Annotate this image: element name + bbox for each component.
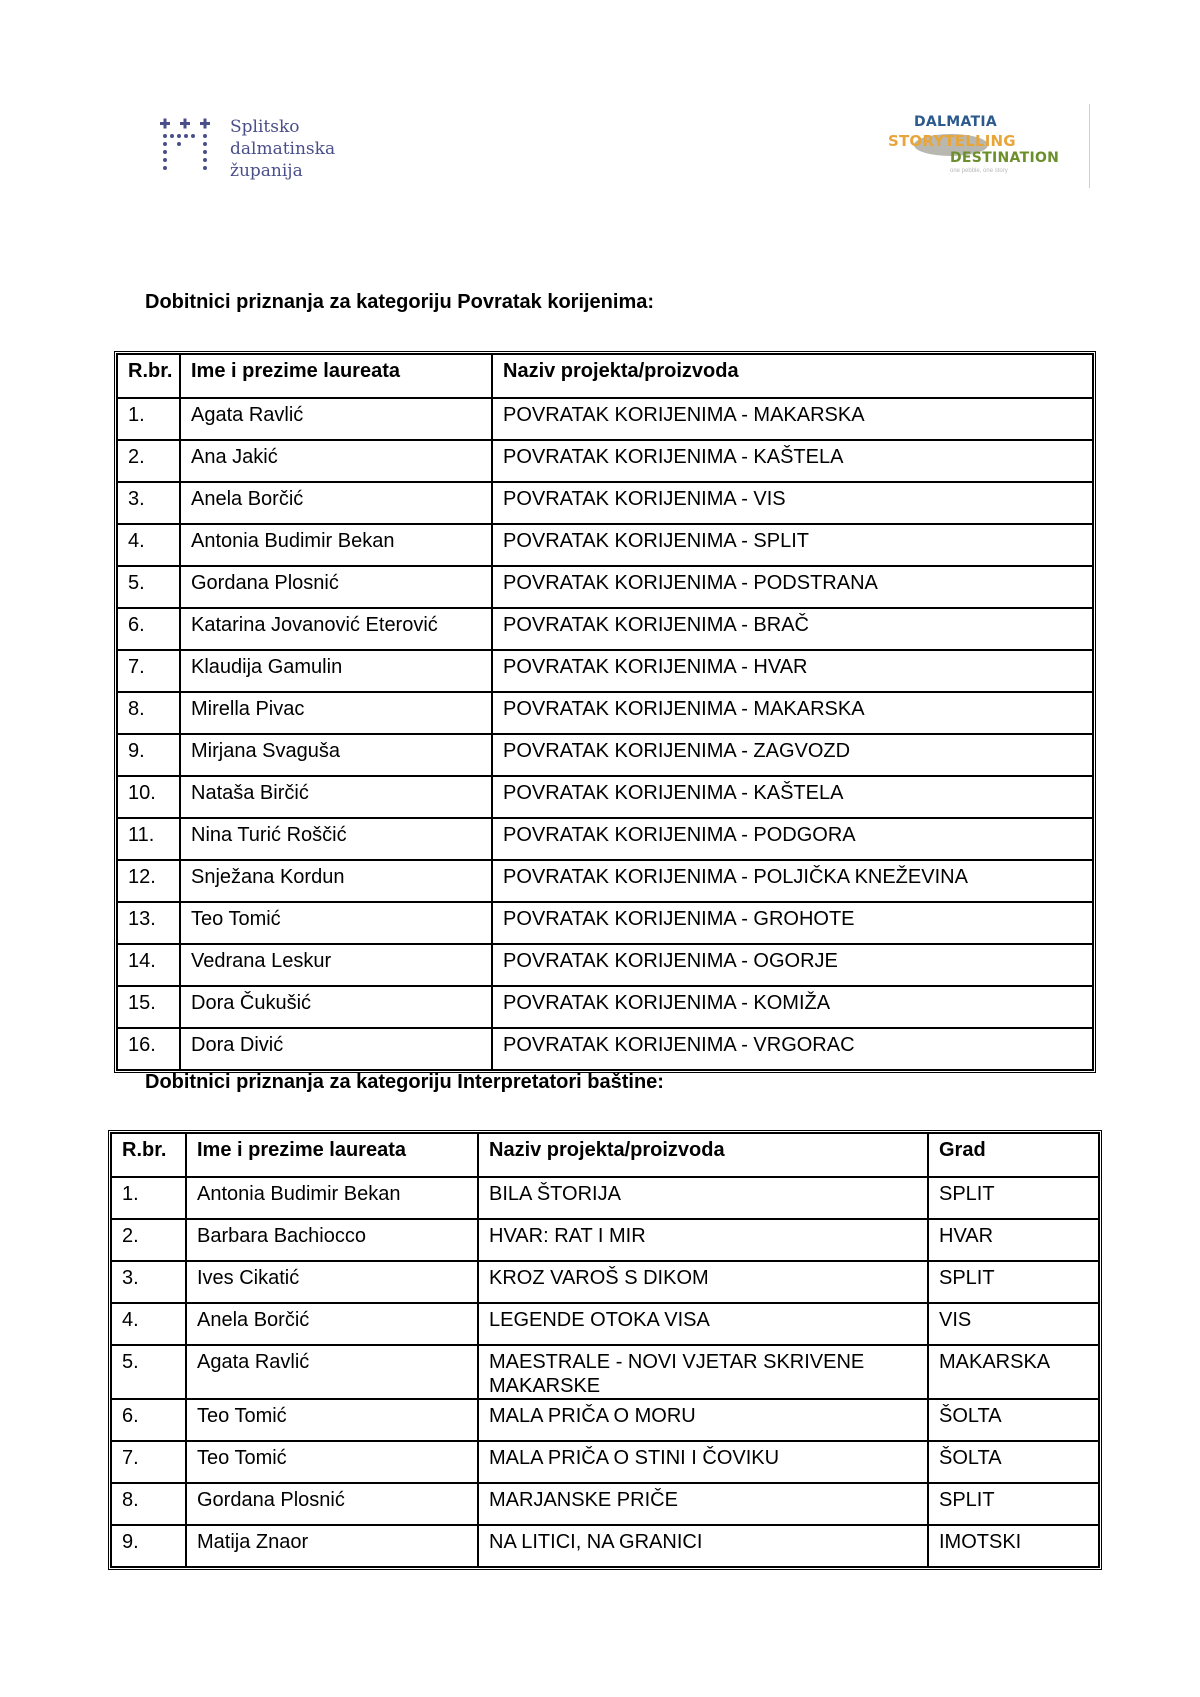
table-cell: 7. <box>111 1441 186 1483</box>
table-cell: 14. <box>117 944 180 986</box>
table-cell: Dora Čukušić <box>180 986 492 1028</box>
table-row <box>117 608 1093 650</box>
table-cell: Anela Borčić <box>186 1303 478 1345</box>
table-cell: POVRATAK KORIJENIMA - KAŠTELA <box>492 440 1093 482</box>
table-cell: Vedrana Leskur <box>180 944 492 986</box>
table-cell: POVRATAK KORIJENIMA - ZAGVOZD <box>492 734 1093 776</box>
table-cell: 15. <box>117 986 180 1028</box>
table-row <box>117 986 1093 1028</box>
table-cell: MAESTRALE - NOVI VJETAR SKRIVENE MAKARSKE <box>478 1345 928 1399</box>
county-logo <box>158 116 358 184</box>
table-cell: SPLIT <box>928 1261 1099 1303</box>
table-row <box>111 1303 1099 1345</box>
table-cell: 4. <box>111 1303 186 1345</box>
table-cell: HVAR: RAT I MIR <box>478 1219 928 1261</box>
table-cell: 8. <box>111 1483 186 1525</box>
table-cell: IMOTSKI <box>928 1525 1099 1567</box>
table-cell: POVRATAK KORIJENIMA - KOMIŽA <box>492 986 1093 1028</box>
table-cell: MALA PRIČA O STINI I ČOVIKU <box>478 1441 928 1483</box>
storytelling-logo <box>880 102 1090 192</box>
table-cell: POVRATAK KORIJENIMA - POLJIČKA KNEŽEVINA <box>492 860 1093 902</box>
table-row <box>117 482 1093 524</box>
table-row <box>111 1441 1099 1483</box>
table-cell: Barbara Bachiocco <box>186 1219 478 1261</box>
table-cell: Antonia Budimir Bekan <box>180 524 492 566</box>
logo-divider <box>1089 104 1090 188</box>
table-row <box>117 398 1093 440</box>
table-cell: KROZ VAROŠ S DIKOM <box>478 1261 928 1303</box>
column-header: Ime i prezime laureata <box>186 1133 478 1177</box>
county-name-line-1: Splitsko <box>230 117 300 137</box>
logo-line-dalmatia: DALMATIA <box>914 114 998 130</box>
table-cell: POVRATAK KORIJENIMA - GROHOTE <box>492 902 1093 944</box>
table-cell: Nataša Birčić <box>180 776 492 818</box>
table-cell: 1. <box>117 398 180 440</box>
table-cell: NA LITICI, NA GRANICI <box>478 1525 928 1567</box>
table-cell: 7. <box>117 650 180 692</box>
county-name-line-2: dalmatinska <box>230 139 336 159</box>
table-row <box>117 1028 1093 1070</box>
table-cell: Gordana Plosnić <box>186 1483 478 1525</box>
table-row <box>117 650 1093 692</box>
table-row <box>111 1345 1099 1399</box>
table-cell: 12. <box>117 860 180 902</box>
table-cell: Ana Jakić <box>180 440 492 482</box>
table-cell: 1. <box>111 1177 186 1219</box>
table-cell: BILA ŠTORIJA <box>478 1177 928 1219</box>
table-cell: 10. <box>117 776 180 818</box>
table-cell: 3. <box>117 482 180 524</box>
column-header: Naziv projekta/proizvoda <box>478 1133 928 1177</box>
table-cell: 8. <box>117 692 180 734</box>
table-row <box>117 944 1093 986</box>
table-cell: SPLIT <box>928 1177 1099 1219</box>
table-cell: 11. <box>117 818 180 860</box>
table-row <box>117 860 1093 902</box>
table-cell: POVRATAK KORIJENIMA - SPLIT <box>492 524 1093 566</box>
table-cell: 3. <box>111 1261 186 1303</box>
table-cell: POVRATAK KORIJENIMA - PODGORA <box>492 818 1093 860</box>
table-row <box>111 1177 1099 1219</box>
table-cell: VIS <box>928 1303 1099 1345</box>
table-cell: 16. <box>117 1028 180 1070</box>
table-cell: Nina Turić Roščić <box>180 818 492 860</box>
table-cell: Ives Cikatić <box>186 1261 478 1303</box>
logo-line-destination: DESTINATION <box>950 150 1060 166</box>
table-cell: Agata Ravlić <box>186 1345 478 1399</box>
column-header: Naziv projekta/proizvoda <box>492 354 1093 398</box>
table-cell: Anela Borčić <box>180 482 492 524</box>
table-cell: Agata Ravlić <box>180 398 492 440</box>
table-cell: POVRATAK KORIJENIMA - OGORJE <box>492 944 1093 986</box>
table-cell: Teo Tomić <box>186 1441 478 1483</box>
column-header: Grad <box>928 1133 1099 1177</box>
table-cell: Snježana Kordun <box>180 860 492 902</box>
table-cell: MALA PRIČA O MORU <box>478 1399 928 1441</box>
column-header: Ime i prezime laureata <box>180 354 492 398</box>
table-row <box>117 440 1093 482</box>
table-cell: 6. <box>111 1399 186 1441</box>
table-cell: Teo Tomić <box>180 902 492 944</box>
table-cell: 9. <box>111 1525 186 1567</box>
table-cell: 9. <box>117 734 180 776</box>
table-row <box>117 902 1093 944</box>
table-header-row <box>117 354 1093 398</box>
table-cell: Mirjana Svaguša <box>180 734 492 776</box>
table-cell: POVRATAK KORIJENIMA - HVAR <box>492 650 1093 692</box>
table-cell: 2. <box>117 440 180 482</box>
table-cell: LEGENDE OTOKA VISA <box>478 1303 928 1345</box>
section-1-heading: Dobitnici priznanja za kategoriju Povratak korijenima: <box>145 291 655 313</box>
table-row <box>111 1261 1099 1303</box>
table-cell: POVRATAK KORIJENIMA - BRAČ <box>492 608 1093 650</box>
table-cell: MARJANSKE PRIČE <box>478 1483 928 1525</box>
county-name-line-3: županija <box>230 161 303 181</box>
table-cell: 4. <box>117 524 180 566</box>
table-cell: POVRATAK KORIJENIMA - MAKARSKA <box>492 692 1093 734</box>
logo-tagline: one pebble, one story <box>950 168 1008 174</box>
table-row <box>111 1525 1099 1567</box>
table-cell: POVRATAK KORIJENIMA - MAKARSKA <box>492 398 1093 440</box>
interpretatori-bastine-table <box>108 1130 1102 1570</box>
logo-line-storytelling: STORYTELLING <box>888 132 1016 150</box>
table-row <box>117 734 1093 776</box>
section-2-heading: Dobitnici priznanja za kategoriju Interpretatori baštine: <box>145 1071 664 1093</box>
table-row <box>117 566 1093 608</box>
table-row <box>111 1399 1099 1441</box>
table-cell: Teo Tomić <box>186 1399 478 1441</box>
table-cell: Klaudija Gamulin <box>180 650 492 692</box>
table-cell: HVAR <box>928 1219 1099 1261</box>
table-cell: Dora Divić <box>180 1028 492 1070</box>
table-cell: POVRATAK KORIJENIMA - VRGORAC <box>492 1028 1093 1070</box>
table-cell: Katarina Jovanović Eterović <box>180 608 492 650</box>
table-cell: 2. <box>111 1219 186 1261</box>
table-cell: ŠOLTA <box>928 1399 1099 1441</box>
table-cell: SPLIT <box>928 1483 1099 1525</box>
table-cell: ŠOLTA <box>928 1441 1099 1483</box>
table-cell: Antonia Budimir Bekan <box>186 1177 478 1219</box>
table-cell: POVRATAK KORIJENIMA - KAŠTELA <box>492 776 1093 818</box>
table-cell: Mirella Pivac <box>180 692 492 734</box>
table-cell: POVRATAK KORIJENIMA - VIS <box>492 482 1093 524</box>
table-row <box>111 1483 1099 1525</box>
table-header-row <box>111 1133 1099 1177</box>
table-row <box>111 1219 1099 1261</box>
table-cell: 6. <box>117 608 180 650</box>
table-row <box>117 524 1093 566</box>
county-name <box>230 116 335 182</box>
table-row <box>117 776 1093 818</box>
table-cell: Gordana Plosnić <box>180 566 492 608</box>
county-cross-dots-icon <box>158 118 218 180</box>
table-row <box>117 692 1093 734</box>
table-cell: POVRATAK KORIJENIMA - PODSTRANA <box>492 566 1093 608</box>
povratak-korijenima-table <box>114 351 1096 1073</box>
table-cell: 5. <box>117 566 180 608</box>
column-header: R.br. <box>111 1133 186 1177</box>
table-cell: Matija Znaor <box>186 1525 478 1567</box>
table-cell: MAKARSKA <box>928 1345 1099 1399</box>
column-header: R.br. <box>117 354 180 398</box>
table-row <box>117 818 1093 860</box>
table-cell: 5. <box>111 1345 186 1399</box>
table-cell: 13. <box>117 902 180 944</box>
